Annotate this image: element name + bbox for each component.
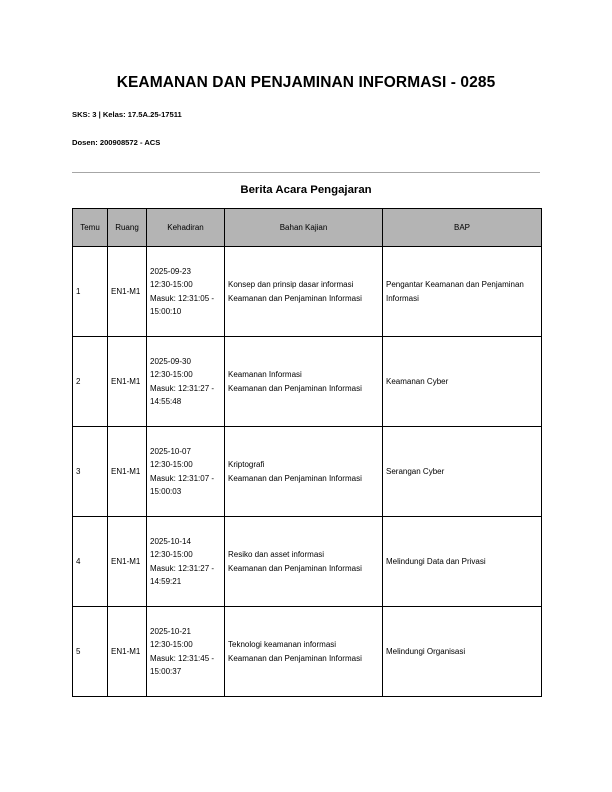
cell-bahan-kajian [225,337,383,427]
column-header-bap: BAP [383,209,542,247]
table-row [73,607,542,697]
topic-text: Keamanan Informasi [228,370,302,379]
attendance-checkin: Masuk: 12:31:27 - 14:59:21 [150,563,215,586]
cell-kehadiran [147,517,225,607]
attendance-date: 2025-09-30 [150,356,191,366]
course-name-text: Keamanan dan Penjaminan Informasi [228,563,362,573]
cell-kehadiran [147,337,225,427]
table-header-row [73,209,542,247]
cell-kehadiran [147,607,225,697]
attendance-date: 2025-10-21 [150,626,191,636]
cell-temu: 2 [73,337,108,427]
attendance-date: 2025-10-14 [150,536,191,546]
attendance-checkin: Masuk: 12:31:05 - 15:00:10 [150,293,215,316]
cell-temu: 1 [73,247,108,337]
attendance-checkin: Masuk: 12:31:27 - 14:55:48 [150,383,215,406]
attendance-date: 2025-09-23 [150,266,191,276]
cell-bap: Melindungi Organisasi [383,607,542,697]
attendance-schedule: 12:30-15:00 [150,550,193,559]
table-row [73,247,542,337]
cell-bap: Pengantar Keamanan dan Penjaminan Informasi [383,247,542,337]
column-header-ruang: Ruang [108,209,147,247]
cell-temu: 5 [73,607,108,697]
attendance-date: 2025-10-07 [150,446,191,456]
attendance-schedule: 12:30-15:00 [150,460,193,469]
topic-text: Teknologi keamanan informasi [228,640,337,649]
cell-ruang: EN1-M1 [108,247,147,337]
column-header-temu: Temu [73,209,108,247]
header-divider [72,172,540,173]
cell-bahan-kajian [225,517,383,607]
teaching-record-table [72,208,542,697]
cell-bap: Keamanan Cyber [383,337,542,427]
cell-temu: 4 [73,517,108,607]
cell-bahan-kajian [225,427,383,517]
cell-kehadiran [147,247,225,337]
attendance-checkin: Masuk: 12:31:45 - 15:00:37 [150,653,215,676]
column-header-bahan-kajian: Bahan Kajian [225,209,383,247]
table-row [73,427,542,517]
attendance-schedule: 12:30-15:00 [150,280,193,289]
page-title: KEAMANAN DAN PENJAMINAN INFORMASI - 0285 [116,74,496,91]
course-name-text: Keamanan dan Penjaminan Informasi [228,293,362,303]
cell-bahan-kajian [225,247,383,337]
cell-ruang: EN1-M1 [108,337,147,427]
course-name-text: Keamanan dan Penjaminan Informasi [228,653,362,663]
cell-kehadiran [147,427,225,517]
course-sks-class: SKS: 3 | Kelas: 17.5A.25-17511 [72,110,182,119]
cell-bap: Serangan Cyber [383,427,542,517]
attendance-schedule: 12:30-15:00 [150,370,193,379]
cell-bap: Melindungi Data dan Privasi [383,517,542,607]
attendance-checkin: Masuk: 12:31:07 - 15:00:03 [150,473,215,496]
section-title: Berita Acara Pengajaran [240,184,372,196]
table-row [73,517,542,607]
cell-temu: 3 [73,427,108,517]
topic-text: Resiko dan asset informasi [228,550,325,559]
topic-text: Konsep dan prinsip dasar informasi [228,280,354,289]
cell-ruang: EN1-M1 [108,607,147,697]
course-lecturer: Dosen: 200908572 - ACS [72,138,161,147]
table-row [73,337,542,427]
cell-ruang: EN1-M1 [108,427,147,517]
course-name-text: Keamanan dan Penjaminan Informasi [228,383,362,393]
course-name-text: Keamanan dan Penjaminan Informasi [228,473,362,483]
cell-bahan-kajian [225,607,383,697]
topic-text: Kriptografi [228,460,265,469]
column-header-kehadiran: Kehadiran [147,209,225,247]
attendance-schedule: 12:30-15:00 [150,640,193,649]
cell-ruang: EN1-M1 [108,517,147,607]
